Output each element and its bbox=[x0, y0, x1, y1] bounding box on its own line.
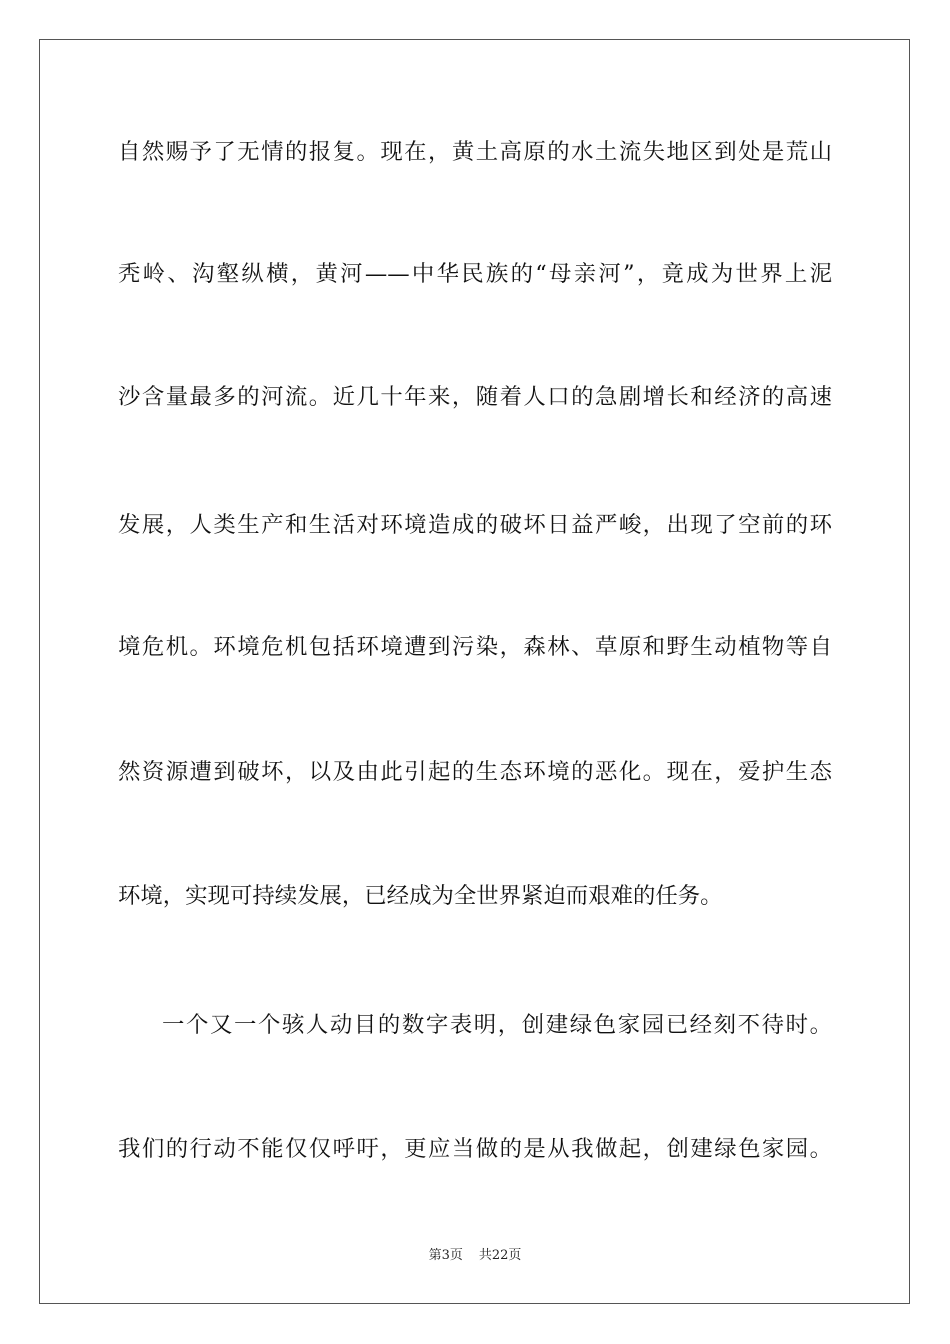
body-line-2: 秃岭、沟壑纵横，黄河——中华民族的“母亲河”，竟成为世界上泥 bbox=[118, 261, 832, 287]
body-line-1: 自然赐予了无情的报复。现在，黄土高原的水土流失地区到处是荒山 bbox=[118, 139, 832, 165]
page-number-current: 第3页 bbox=[428, 1248, 463, 1263]
body-line-5: 境危机。环境危机包括环境遭到污染，森林、草原和野生动植物等自 bbox=[118, 634, 832, 660]
body-line-7: 环境，实现可持续发展，已经成为全世界紧迫而艰难的任务。 bbox=[118, 883, 723, 909]
body-line-8: 一个又一个骇人动目的数字表明，创建绿色家园已经刻不待时。 bbox=[162, 1012, 832, 1038]
page-number-total: 共22页 bbox=[478, 1248, 522, 1263]
body-line-6: 然资源遭到破坏，以及由此引起的生态环境的恶化。现在，爱护生态 bbox=[118, 759, 832, 785]
page-border bbox=[39, 39, 910, 1304]
body-line-3: 沙含量最多的河流。近几十年来，随着人口的急剧增长和经济的高速 bbox=[118, 384, 832, 410]
body-line-9: 我们的行动不能仅仅呼吁，更应当做的是从我做起，创建绿色家园。 bbox=[118, 1136, 832, 1162]
page-footer bbox=[0, 1248, 950, 1264]
body-line-4: 发展，人类生产和生活对环境造成的破坏日益严峻，出现了空前的环 bbox=[118, 512, 832, 538]
